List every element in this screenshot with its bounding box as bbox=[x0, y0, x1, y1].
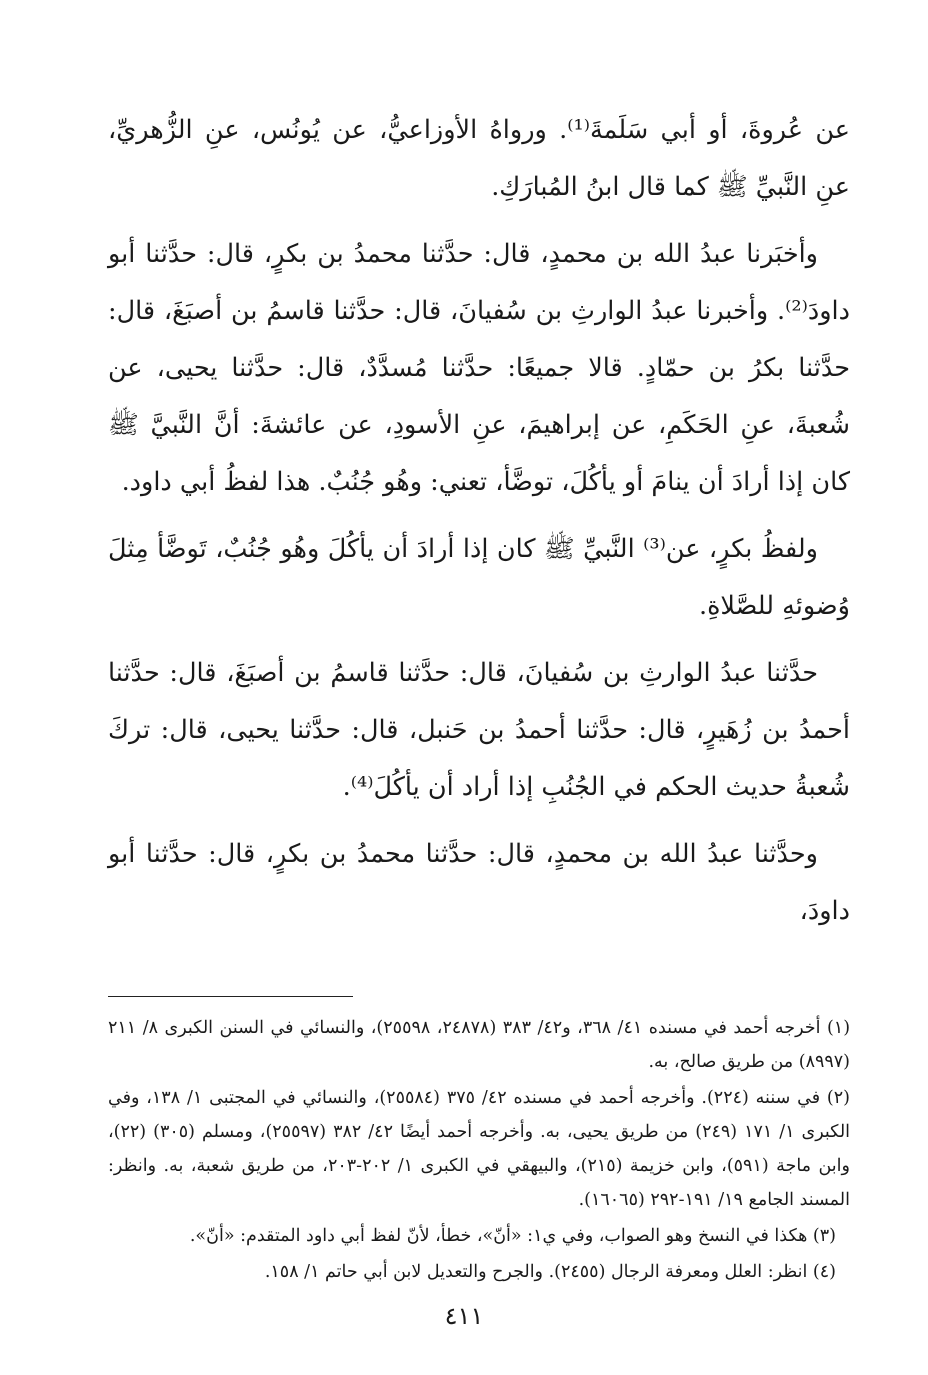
footnote-separator bbox=[108, 996, 353, 997]
body-paragraph-5: وحدَّثنا عبدُ الله بن محمدٍ، قال: حدَّثنا محمدُ بن بكرٍ، قال: حدَّثنا أبو داودَ، bbox=[108, 839, 850, 926]
page-number: ٤١١ bbox=[444, 1302, 484, 1330]
body-paragraph-4: حدَّثنا عبدُ الوارثِ بن سُفيانَ، قال: حدَّثنا قاسمُ بن أصبَغَ، قال: حدَّثنا أحمدُ بن زُهَيرٍ، قال: حدَّثنا أحمدُ بن حَنبل، قال: حدَّثنا يحيى، قال: تركَ شُعبةُ حديث الحكم في الجُنُبِ إذا أراد أن يأكُلَ⁽⁴⁾. bbox=[108, 658, 850, 802]
document-page bbox=[108, 102, 850, 1291]
footnote-3: (٣) هكذا في النسخ وهو الصواب، وفي ي١: «أنّ»، خطأ، لأنّ لفظ أبي داود المتقدم: «أنّ». bbox=[189, 1226, 836, 1246]
footnote-4: (٤) انظر: العلل ومعرفة الرجال (٢٤٥٥). والجرح والتعديل لابن أبي حاتم ١/ ١٥٨. bbox=[264, 1262, 836, 1282]
body-paragraph-1: عن عُروةَ، أو أبي سَلَمةَ⁽¹⁾. ورواهُ الأوزاعيُّ، عن يُونُس، عنِ الزُّهريِّ، عنِ النَّبيِّ ﷺ كما قال ابنُ المُبارَكِ. bbox=[108, 115, 850, 202]
footnote-1: (١) أخرجه أحمد في مسنده ٤١/ ٣٦٨، و٤٢/ ٣٨٣ (٢٤٨٧٨، ٢٥٥٩٨)، والنسائي في السنن الكبرى ٨/ ٢١١ (٨٩٩٧) من طريق صالح، به. bbox=[108, 1018, 851, 1072]
footnote-rule-wrap bbox=[108, 950, 850, 1011]
body-paragraph-2: وأخبَرنا عبدُ الله بن محمدٍ، قال: حدَّثنا محمدُ بن بكرٍ، قال: حدَّثنا أبو داودَ⁽²⁾. وأخبرنا عبدُ الوارثِ بن سُفيانَ، قال: حدَّثنا قاسمُ بن أصبَغَ، قال: حدَّثنا بكرُ بن حمّادٍ. قالا جميعًا: حدَّثنا مُسدَّدٌ، قال: حدَّثنا يحيى، عن شُعبةَ، عنِ الحَكَمِ، عن إبراهيمَ، عنِ الأسودِ، عن عائشةَ: أنَّ النَّبيَّ ﷺ كان إذا أرادَ أن ينامَ أو يأكُلَ، توضَّأ، تعني: وهُو جُنُبٌ. هذا لفظُ أبي داود. bbox=[108, 239, 850, 497]
footnote-2: (٢) في سننه (٢٢٤). وأخرجه أحمد في مسنده ٤٢/ ٣٧٥ (٢٥٥٨٤)، والنسائي في المجتبى ١/ ١٣٨، وفي الكبرى ١/ ١٧١ (٢٤٩) من طريق يحيى، به. وأخرجه أحمد أيضًا ٤٢/ ٣٨٢ (٢٥٥٩٧)، ومسلم (٣٠٥) (٢٢)، وابن ماجة (٥٩١)، وابن خزيمة (٢١٥)، والبيهقي في الكبرى ١/ ٢٠٢-٢٠٣، من طريق شعبة، به. وانظر: المسند الجامع ١٩/ ١٩١-٢٩٢ (١٦٠٦٥). bbox=[108, 1088, 851, 1210]
body-paragraph-3: ولفظُ بكرٍ، عن⁽³⁾ النَّبيِّ ﷺ كان إذا أرادَ أن يأكُلَ وهُو جُنُبٌ، تَوضَّأ مِثلَ وُضوئهِ للصَّلاةِ. bbox=[108, 534, 850, 621]
